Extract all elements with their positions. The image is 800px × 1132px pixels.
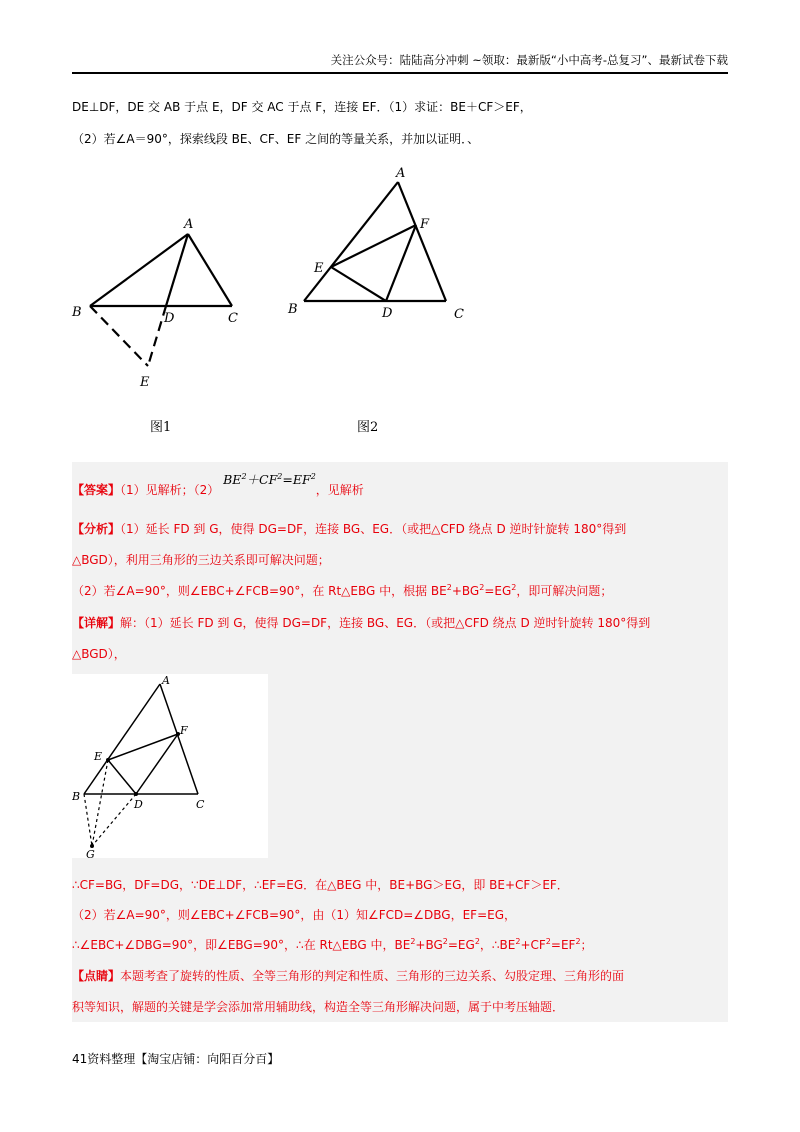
analysis-line-3: （2）若∠A=90°，则∠EBC+∠FCB=90°，在 Rt△EBG 中，根据 $BE^2+BG^2=EG^2$，即可解决问题； xyxy=(72,583,613,598)
segment-df xyxy=(136,734,178,794)
analysis-tag: 【分析】 xyxy=(72,522,121,536)
figure-1-caption: 图1 xyxy=(150,420,172,435)
segment-be-dashed xyxy=(90,306,148,366)
segment-ba xyxy=(90,234,188,306)
label-c: C xyxy=(454,307,464,322)
point-d xyxy=(134,792,138,796)
label-g: G xyxy=(86,848,95,858)
segment-ac xyxy=(188,234,232,306)
label-e: E xyxy=(140,375,150,390)
label-e: E xyxy=(94,750,103,763)
answer-text-2: ，见解析 xyxy=(315,483,364,497)
detail-tag: 【详解】 xyxy=(72,616,121,630)
figure-1 xyxy=(66,210,256,400)
figure-3-diagram xyxy=(72,674,268,858)
page-footer xyxy=(72,1050,279,1067)
label-f: F xyxy=(420,217,430,232)
segment-eg-dashed xyxy=(92,760,108,846)
segment-ef xyxy=(108,734,178,760)
detail-line-1: 【详解】解：（1）延长 FD 到 G，使得 DG=DF，连接 BG、EG．（或把△CFD 绕点 D 逆时针旋转 180°得到 xyxy=(72,616,651,630)
label-c: C xyxy=(228,311,238,326)
figure-2-caption: 图2 xyxy=(357,420,379,435)
label-b: B xyxy=(72,790,81,803)
figure-3 xyxy=(72,674,268,858)
segment-ad xyxy=(166,234,188,306)
point-e xyxy=(106,758,110,762)
label-c: C xyxy=(196,798,205,811)
label-b: B xyxy=(288,302,298,317)
header-divider xyxy=(72,72,728,74)
label-d: D xyxy=(382,306,393,321)
proof-line-2: （2）若∠A=90°，则∠EBC+∠FCB=90°，由（1）知∠FCD=∠DBG，EF=EG， xyxy=(72,908,517,922)
label-d: D xyxy=(134,798,143,811)
question-line-1: DE⊥DF，DE 交 AB 于点 E，DF 交 AC 于点 F，连接 EF．（1）求证：BE＋CF＞EF， xyxy=(72,100,532,114)
comment-line-1: 【点睛】本题考查了旋转的性质、全等三角形的判定和性质、三角形的三边关系、勾股定理、三角形的面 xyxy=(72,969,625,983)
segment-ed xyxy=(331,267,386,301)
proof-line-3: ∴∠EBC+∠DBG=90°，即∠EBG=90°，∴在 Rt△EBG 中，$BE^2+BG^2=EG^2$，$\therefore BE^2+CF^2=EF^2$； xyxy=(72,937,593,952)
label-f: F xyxy=(180,724,188,737)
page-header: 关注公众号：陆陆高分冲刺 ~领取：最新版“小中高考-总复习”、最新试卷下载 xyxy=(330,53,728,67)
detail-line-2: △BGD）， xyxy=(72,647,126,661)
figure-1-diagram xyxy=(66,210,256,400)
label-a: A xyxy=(396,166,406,181)
answer-tag: 【答案】 xyxy=(72,483,121,497)
answer-text-1: （1）见解析；（2） xyxy=(120,483,220,497)
segment-dg-dashed xyxy=(92,794,136,846)
comment-tag: 【点睛】 xyxy=(72,969,121,983)
segment-bg-dashed xyxy=(84,794,92,846)
analysis-line-2: △BGD），利用三角形的三边关系即可解决问题； xyxy=(72,553,330,567)
question-line-2: （2）若∠A＝90°，探索线段 BE、CF、EF 之间的等量关系，并加以证明．、 xyxy=(72,132,480,146)
answer-line xyxy=(72,471,364,498)
segment-ed xyxy=(108,760,136,794)
figure-2-diagram xyxy=(280,160,480,330)
figure-2 xyxy=(280,160,480,330)
segment-ac xyxy=(398,182,446,301)
comment-line-2: 积等知识，解题的关键是学会添加常用辅助线，构造全等三角形解决问题，属于中考压轴题． xyxy=(72,1000,565,1014)
answer-formula: $BE^2+CF^2=EF^2$ xyxy=(223,471,316,487)
label-a: A xyxy=(184,217,194,232)
label-d: D xyxy=(164,311,175,326)
label-e: E xyxy=(314,261,324,276)
footer-text: 资料整理【淘宝店铺：向阳百分百】 xyxy=(87,1052,280,1066)
label-a: A xyxy=(162,674,170,687)
label-b: B xyxy=(72,305,82,320)
analysis-line-1: 【分析】（1）延长 FD 到 G，使得 DG=DF，连接 BG、EG．（或把△CFD 绕点 D 逆时针旋转 180°得到 xyxy=(72,522,627,536)
proof-line-1: ∴CF=BG，DF=DG，∵DE⊥DF，∴EF=EG．在△BEG 中，BE+BG＞EG，即 BE+CF＞EF． xyxy=(72,878,569,892)
segment-ef xyxy=(331,225,416,267)
page-number: 41 xyxy=(72,1052,88,1066)
